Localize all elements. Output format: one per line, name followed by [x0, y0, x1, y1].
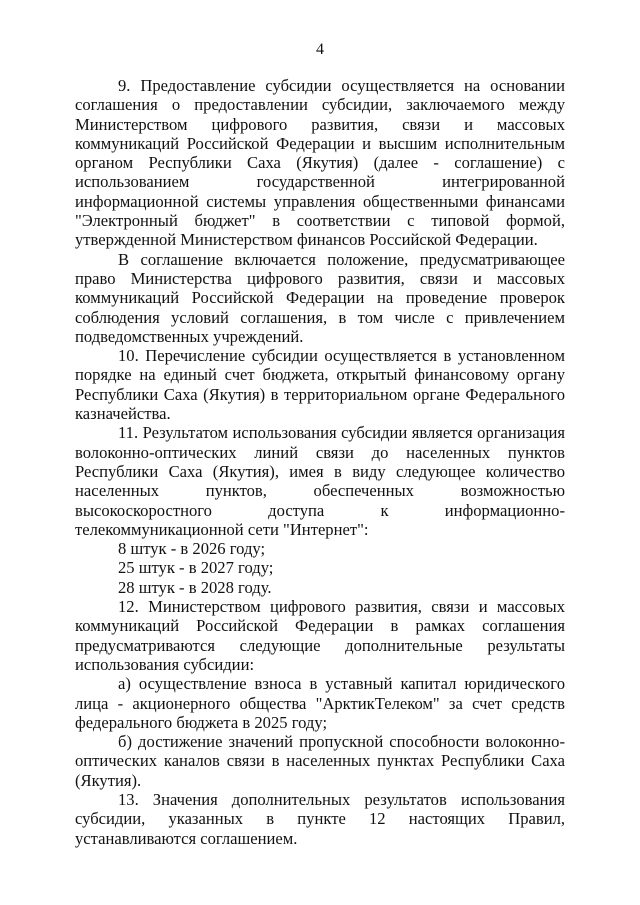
paragraph-13: 13. Значения дополнительных результатов использования субсидии, указанных в пункте 12 настоящих Правил, устанавливаются соглашением. [75, 789, 565, 848]
paragraph-12-b: б) достижение значений пропускной способности волоконно-оптических каналов связи в населенных пунктах Республики Саха (Якутия). [75, 732, 565, 790]
paragraph-12: 12. Министерством цифрового развития, связи и массовых коммуникаций Российской Федерации в рамках соглашения предусматриваются следующие дополнительные результаты использования субсидии: [75, 597, 565, 674]
list-item-2027: 25 штук - в 2027 году; [118, 558, 274, 578]
page-number: 4 [316, 41, 324, 58]
paragraph-9-agreement-clause: В соглашение включается положение, предусматривающее право Министерства цифрового развития, связи и массовых коммуникаций Российской Федерации на проведение проверок соблюдения условий соглашения, в том числе с привлечением подведомственных учреждений. [75, 249, 565, 346]
paragraph-11: 11. Результатом использования субсидии является организация волоконно-оптических линий связи до населенных пунктов Республики Саха (Якутия), имея в виду следующее количество населенных пунктов, обеспеченных возможностью высокоскоростного доступа к информационно-телекоммуникационной сети "Интернет": [75, 423, 565, 539]
paragraph-12-a: а) осуществление взноса в уставный капитал юридического лица - акционерного общества "АрктикТелеком" за счет средств федерального бюджета в 2025 году; [75, 674, 565, 732]
paragraph-10: 10. Перечисление субсидии осуществляется в установленном порядке на единый счет бюджета, открытый финансовому органу Республики Саха (Якутия) в территориальном органе Федерального казначейства. [75, 346, 565, 424]
list-item-2028: 28 штук - в 2028 году. [118, 577, 272, 597]
document-body [75, 76, 565, 848]
paragraph-9: 9. Предоставление субсидии осуществляется на основании соглашения о предоставлении субсидии, заключаемого между Министерством цифрового развития, связи и массовых коммуникаций Российской Федерации и высшим исполнительным органом Республики Саха (Якутия) (далее - соглашение) с использованием государственной интегрированной информационной системы управления общественными финансами "Электронный бюджет" в соответствии с типовой формой, утвержденной Министерством финансов Российской Федерации. [75, 76, 565, 250]
list-item-2026: 8 штук - в 2026 году; [118, 539, 266, 559]
